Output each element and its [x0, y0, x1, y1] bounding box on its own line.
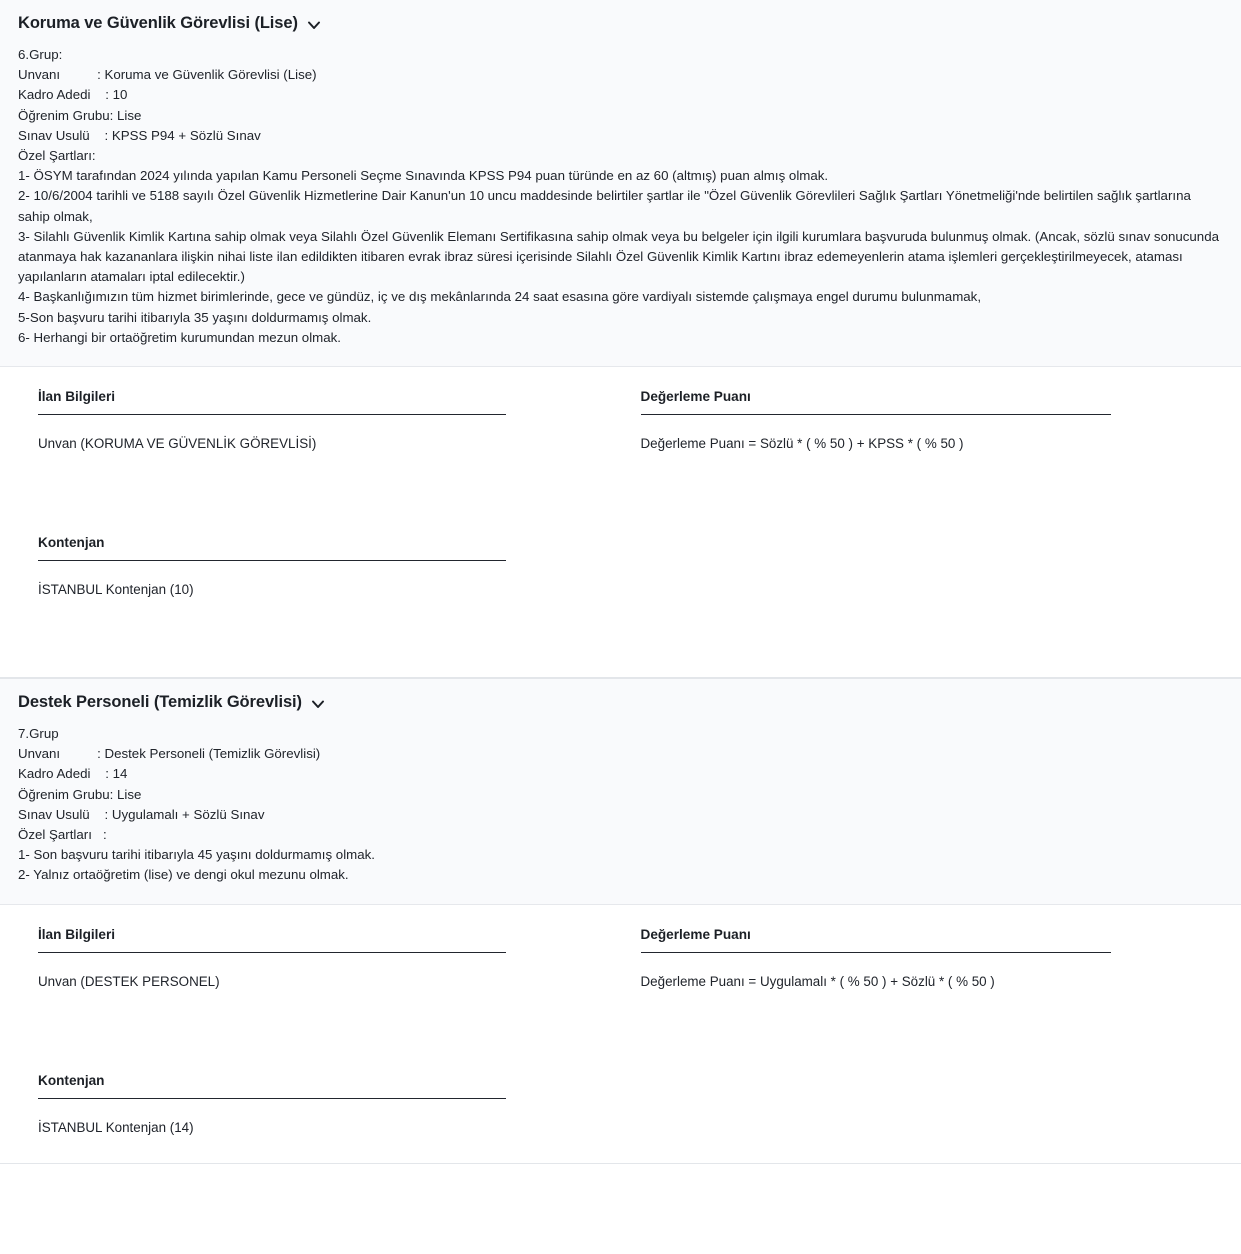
panel-title: Kontenjan [38, 535, 105, 551]
panel-ilan-bilgileri [18, 905, 621, 991]
section-header-koruma-guvenlik[interactable] [0, 0, 1241, 39]
info-panels [0, 904, 1241, 1137]
spacer [18, 1013, 621, 1073]
detail-line: Kadro Adedi : 14 [18, 766, 128, 782]
detail-line: Özel Şartları: [18, 148, 96, 164]
section-title: Koruma ve Güvenlik Görevlisi (Lise) [18, 14, 298, 32]
section-bottom-spacer [0, 599, 1241, 677]
detail-line: 3- Silahlı Güvenlik Kimlik Kartına sahip olmak veya Silahlı Özel Güvenlik Elemanı Sertifikasına sahip olmak veya bu belgeler için ilgili kurumlara başvuruda bulunmuş olmak. (Ancak, sözlü sınav sonucunda atanmaya hak kazananlara ilişkin nihai liste ilan edildikten itibaren evrak ibraz süresi içerisinde Silahlı Özel Güvenlik Kimlik Kartını ibraz edemeyenlerin atama işlemleri gerçekleştirilmeyecek, ataması yapılanların atamaları iptal edilecektir.) [18, 228, 1223, 285]
job-details-destek-personeli [0, 718, 1241, 904]
detail-line: 2- 10/6/2004 tarihli ve 5188 sayılı Özel Güvenlik Hizmetlerine Dair Kanun'un 10 uncu maddesinde belirtiler şartlar ile "Özel Güvenlik Görevlileri Sağlık Şartları Yönetmeliği'nde belirtilen sağlık şartlarına sahip olmak, [18, 188, 1195, 224]
panel-title: Değerleme Puanı [640, 389, 751, 405]
panel-value: Unvan (DESTEK PERSONEL) [38, 973, 220, 989]
detail-line: 6- Herhangi bir ortaöğretim kurumundan mezun olmak. [18, 329, 341, 345]
panel-kontenjan [18, 991, 621, 1137]
panel-empty [621, 453, 1224, 599]
detail-line: Özel Şartları : [18, 827, 107, 843]
detail-line: Öğrenim Grubu: Lise [18, 786, 142, 802]
detail-line: 2- Yalnız ortaöğretim (lise) ve dengi okul mezunu olmak. [18, 867, 349, 883]
panel-title: İlan Bilgileri [38, 926, 116, 942]
detail-line: 6.Grup: [18, 47, 63, 62]
panel-title: Kontenjan [38, 1072, 105, 1088]
panel-value: Değerleme Puanı = Sözlü * ( % 50 ) + KPSS * ( % 50 ) [640, 436, 964, 452]
section-header-destek-personeli[interactable] [0, 679, 1241, 718]
section-title: Destek Personeli (Temizlik Görevlisi) [18, 693, 302, 712]
panel-value: Değerleme Puanı = Uygulamalı * ( % 50 ) + Sözlü * ( % 50 ) [640, 973, 995, 989]
panel-value: İSTANBUL Kontenjan (14) [38, 1119, 194, 1135]
detail-line: 1- ÖSYM tarafından 2024 yılında yapılan Kamu Personeli Seçme Sınavında KPSS P94 puan türünde en az 60 (altmış) puan almış olmak. [18, 168, 829, 184]
panel-kontenjan [18, 453, 621, 599]
detail-line: 7.Grup [18, 726, 59, 742]
panel-title: Değerleme Puanı [640, 926, 751, 942]
detail-line: Sınav Usulü : Uygulamalı + Sözlü Sınav [18, 806, 265, 822]
panel-value: Unvan (KORUMA VE GÜVENLİK GÖREVLİSİ) [38, 436, 317, 452]
panel-value: İSTANBUL Kontenjan (10) [38, 582, 194, 598]
detail-line: Unvanı : Koruma ve Güvenlik Görevlisi (Lise) [18, 67, 317, 83]
info-panels [0, 366, 1241, 599]
panel-title: İlan Bilgileri [38, 389, 116, 405]
detail-line: Unvanı : Destek Personeli (Temizlik Görevlisi) [18, 746, 321, 762]
chevron-down-icon[interactable] [310, 696, 326, 712]
panel-degerleme-puani [621, 367, 1224, 453]
detail-line: Sınav Usulü : KPSS P94 + Sözlü Sınav [18, 127, 261, 143]
detail-line: Kadro Adedi : 10 [18, 87, 128, 103]
panel-ilan-bilgileri [18, 367, 621, 453]
detail-line: Öğrenim Grubu: Lise [18, 107, 142, 123]
chevron-down-icon[interactable] [306, 17, 322, 33]
panel-empty [621, 991, 1224, 1137]
spacer [18, 475, 621, 535]
detail-line: 5-Son başvuru tarihi itibarıyla 35 yaşını doldurmamış olmak. [18, 309, 372, 325]
job-details-koruma-guvenlik [0, 39, 1241, 366]
detail-line: 1- Son başvuru tarihi itibarıyla 45 yaşını doldurmamış olmak. [18, 847, 375, 863]
panel-degerleme-puani [621, 905, 1224, 991]
detail-line: 4- Başkanlığımızın tüm hizmet birimlerinde, gece ve gündüz, iç ve dış mekânlarında 24 saat esasına göre vardiyalı sistemde çalışmaya engel durumu bulunmamak, [18, 289, 982, 305]
section-bottom-spacer [0, 1137, 1241, 1163]
job-section-destek-personeli [0, 678, 1241, 1164]
